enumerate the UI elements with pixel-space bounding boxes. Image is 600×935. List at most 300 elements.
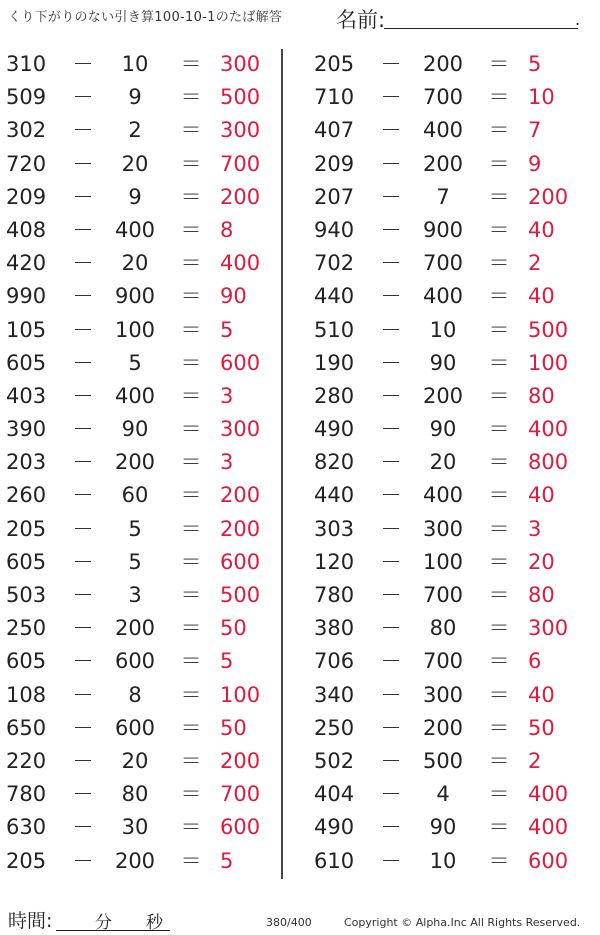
problem-row	[314, 347, 584, 380]
minus-sign: －	[380, 217, 402, 242]
problem-row	[6, 479, 276, 512]
minus-sign: －	[380, 748, 402, 773]
subtrahend: 300	[422, 516, 464, 541]
minus-sign: －	[72, 682, 94, 707]
answer: 40	[528, 483, 555, 508]
answer: 300	[220, 417, 261, 442]
problem-row	[314, 413, 584, 446]
answer: 3	[220, 383, 234, 408]
problem-row	[6, 114, 276, 147]
answer: 5	[220, 848, 234, 873]
minuend: 205	[314, 52, 355, 76]
answer: 90	[220, 284, 247, 309]
problem-row	[314, 81, 584, 114]
copyright: Copyright © Alpha.Inc All Rights Reserved.	[344, 916, 581, 929]
left-problem-column	[6, 48, 276, 878]
minus-sign: －	[380, 516, 402, 541]
minus-sign: －	[380, 383, 402, 408]
minus-sign: －	[380, 317, 402, 342]
subtrahend: 700	[422, 85, 464, 110]
minus-sign: －	[72, 483, 94, 508]
subtrahend: 400	[422, 118, 464, 143]
minus-sign: －	[380, 184, 402, 209]
problem-row	[6, 81, 276, 114]
answer: 200	[220, 516, 261, 541]
subtrahend: 80	[121, 782, 149, 807]
minutes-label: 分	[95, 913, 112, 933]
equals-sign: ＝	[180, 782, 202, 807]
minus-sign: －	[380, 450, 402, 475]
answer: 50	[528, 715, 555, 740]
minus-sign: －	[72, 118, 94, 143]
problem-row	[6, 247, 276, 280]
equals-sign: ＝	[488, 616, 510, 641]
minus-sign: －	[380, 350, 402, 375]
answer: 400	[528, 815, 569, 840]
answer: 600	[220, 350, 261, 375]
name-dot: .	[575, 10, 581, 29]
problem-row	[314, 148, 584, 181]
answer: 5	[220, 649, 234, 674]
minus-sign: －	[72, 516, 94, 541]
answer: 400	[528, 417, 569, 442]
minuend: 706	[314, 649, 355, 674]
subtrahend: 400	[422, 284, 464, 309]
name-line	[384, 28, 578, 29]
minus-sign: －	[380, 616, 402, 641]
problem-row	[6, 513, 276, 546]
equals-sign: ＝	[488, 782, 510, 807]
subtrahend: 3	[128, 583, 142, 607]
minus-sign: －	[380, 782, 402, 807]
equals-sign: ＝	[180, 616, 202, 641]
minus-sign: －	[72, 383, 94, 408]
subtrahend: 2	[128, 118, 142, 143]
equals-sign: ＝	[488, 85, 510, 110]
answer: 9	[528, 151, 542, 176]
answer: 600	[528, 848, 569, 873]
seconds-label: 秒	[146, 913, 163, 933]
minuend: 630	[6, 815, 47, 840]
minus-sign: －	[72, 715, 94, 740]
minus-sign: －	[72, 284, 94, 309]
equals-sign: ＝	[488, 52, 510, 76]
minuend: 510	[314, 317, 355, 342]
equals-sign: ＝	[488, 118, 510, 143]
minuend: 260	[6, 483, 47, 508]
equals-sign: ＝	[180, 251, 202, 276]
equals-sign: ＝	[488, 549, 510, 574]
minuend: 610	[314, 848, 355, 873]
answer: 700	[220, 151, 261, 176]
minus-sign: －	[72, 450, 94, 475]
minuend: 380	[314, 616, 355, 641]
minuend: 940	[314, 217, 355, 242]
minus-sign: －	[72, 848, 94, 873]
subtrahend: 300	[422, 682, 464, 707]
answer: 300	[220, 118, 261, 143]
minuend: 720	[6, 151, 47, 176]
subtrahend: 5	[128, 350, 142, 375]
minus-sign: －	[72, 417, 94, 442]
minuend: 650	[6, 715, 47, 740]
subtrahend: 10	[429, 848, 457, 873]
problem-row	[314, 546, 584, 579]
equals-sign: ＝	[180, 151, 202, 176]
problem-row	[314, 612, 584, 645]
minus-sign: －	[380, 52, 402, 76]
minus-sign: －	[72, 317, 94, 342]
minuend: 190	[314, 350, 355, 375]
subtrahend: 200	[114, 450, 156, 475]
equals-sign: ＝	[488, 217, 510, 242]
problem-row	[6, 612, 276, 645]
minus-sign: －	[72, 52, 94, 76]
minus-sign: －	[72, 549, 94, 574]
answer: 2	[528, 251, 542, 276]
equals-sign: ＝	[488, 350, 510, 375]
answer: 5	[220, 317, 234, 342]
problem-row	[6, 712, 276, 745]
equals-sign: ＝	[180, 350, 202, 375]
minuend: 105	[6, 317, 47, 342]
answer: 200	[220, 748, 261, 773]
minuend: 702	[314, 251, 355, 276]
subtrahend: 20	[121, 748, 149, 773]
subtrahend: 4	[436, 782, 450, 807]
equals-sign: ＝	[488, 748, 510, 773]
answer: 8	[220, 217, 234, 242]
problem-row	[314, 48, 584, 81]
minuend: 407	[314, 118, 355, 143]
equals-sign: ＝	[488, 583, 510, 607]
problem-row	[6, 181, 276, 214]
problem-row	[6, 845, 276, 878]
subtrahend: 200	[422, 383, 464, 408]
minuend: 207	[314, 184, 355, 209]
equals-sign: ＝	[488, 417, 510, 442]
problem-row	[6, 778, 276, 811]
answer: 10	[528, 85, 555, 110]
worksheet-title: くり下がりのない引き算100-10-1のたば解答	[8, 10, 283, 25]
problem-row	[6, 546, 276, 579]
equals-sign: ＝	[180, 516, 202, 541]
minus-sign: －	[72, 815, 94, 840]
answer: 7	[528, 118, 542, 143]
subtrahend: 200	[114, 848, 156, 873]
minuend: 205	[6, 516, 47, 541]
minus-sign: －	[380, 583, 402, 607]
minuend: 250	[6, 616, 47, 641]
subtrahend: 100	[422, 549, 464, 574]
minus-sign: －	[380, 251, 402, 276]
subtrahend: 400	[114, 383, 156, 408]
minus-sign: －	[72, 217, 94, 242]
problem-row	[314, 479, 584, 512]
minuend: 209	[314, 151, 355, 176]
subtrahend: 90	[121, 417, 149, 442]
subtrahend: 10	[429, 317, 457, 342]
subtrahend: 200	[114, 616, 156, 641]
subtrahend: 90	[429, 350, 457, 375]
subtrahend: 100	[114, 317, 156, 342]
answer: 40	[528, 217, 555, 242]
problem-row	[6, 413, 276, 446]
answer: 300	[220, 52, 261, 76]
minuend: 509	[6, 85, 47, 110]
subtrahend: 60	[121, 483, 149, 508]
problem-row	[314, 679, 584, 712]
time-label: 時間:	[8, 910, 53, 932]
minuend: 503	[6, 583, 47, 607]
answer: 500	[528, 317, 569, 342]
subtrahend: 5	[128, 549, 142, 574]
minus-sign: －	[380, 549, 402, 574]
problem-row	[6, 314, 276, 347]
answer: 100	[528, 350, 569, 375]
page-number: 380/400	[266, 916, 312, 929]
answer: 500	[220, 85, 261, 110]
minuend: 605	[6, 549, 47, 574]
equals-sign: ＝	[180, 848, 202, 873]
answer: 80	[528, 383, 555, 408]
minuend: 440	[314, 284, 355, 309]
answer: 400	[220, 251, 261, 276]
equals-sign: ＝	[180, 715, 202, 740]
minus-sign: －	[72, 350, 94, 375]
equals-sign: ＝	[488, 251, 510, 276]
minus-sign: －	[72, 251, 94, 276]
equals-sign: ＝	[180, 383, 202, 408]
minus-sign: －	[72, 748, 94, 773]
minus-sign: －	[380, 682, 402, 707]
subtrahend: 700	[422, 649, 464, 674]
subtrahend: 5	[128, 516, 142, 541]
column-divider	[281, 49, 283, 879]
equals-sign: ＝	[488, 317, 510, 342]
equals-sign: ＝	[180, 417, 202, 442]
subtrahend: 10	[121, 52, 149, 76]
minus-sign: －	[380, 284, 402, 309]
subtrahend: 700	[422, 251, 464, 276]
minus-sign: －	[380, 85, 402, 110]
minuend: 440	[314, 483, 355, 508]
subtrahend: 900	[422, 217, 464, 242]
answer: 700	[220, 782, 261, 807]
minuend: 209	[6, 184, 47, 209]
subtrahend: 30	[121, 815, 149, 840]
answer: 50	[220, 715, 247, 740]
equals-sign: ＝	[488, 284, 510, 309]
equals-sign: ＝	[488, 815, 510, 840]
problem-row	[6, 745, 276, 778]
answer: 200	[220, 483, 261, 508]
minuend: 990	[6, 284, 47, 309]
equals-sign: ＝	[180, 682, 202, 707]
minuend: 303	[314, 516, 355, 541]
name-label: 名前:	[336, 8, 386, 32]
minus-sign: －	[380, 848, 402, 873]
minus-sign: －	[72, 782, 94, 807]
equals-sign: ＝	[180, 549, 202, 574]
equals-sign: ＝	[180, 583, 202, 607]
minuend: 404	[314, 782, 355, 807]
minuend: 605	[6, 350, 47, 375]
equals-sign: ＝	[488, 483, 510, 508]
equals-sign: ＝	[180, 52, 202, 76]
minuend: 408	[6, 217, 47, 242]
subtrahend: 20	[121, 251, 149, 276]
minus-sign: －	[380, 118, 402, 143]
problem-row	[314, 214, 584, 247]
subtrahend: 8	[128, 682, 142, 707]
problem-row	[314, 712, 584, 745]
minus-sign: －	[72, 85, 94, 110]
problem-row	[6, 679, 276, 712]
problem-row	[6, 446, 276, 479]
equals-sign: ＝	[488, 715, 510, 740]
answer: 50	[220, 616, 247, 641]
problem-row	[314, 314, 584, 347]
minuend: 502	[314, 748, 355, 773]
problem-row	[314, 645, 584, 678]
answer: 3	[528, 516, 542, 541]
minus-sign: －	[380, 649, 402, 674]
minus-sign: －	[72, 151, 94, 176]
minuend: 420	[6, 251, 47, 276]
equals-sign: ＝	[488, 682, 510, 707]
subtrahend: 400	[114, 217, 156, 242]
minuend: 390	[6, 417, 47, 442]
minuend: 820	[314, 450, 355, 475]
problem-row	[6, 579, 276, 612]
minuend: 710	[314, 85, 355, 110]
equals-sign: ＝	[180, 649, 202, 674]
answer: 5	[528, 52, 542, 76]
equals-sign: ＝	[180, 284, 202, 309]
problem-row	[314, 280, 584, 313]
minuend: 780	[6, 782, 47, 807]
answer: 200	[220, 184, 261, 209]
problem-row	[314, 380, 584, 413]
minuend: 280	[314, 383, 355, 408]
answer: 600	[220, 549, 261, 574]
problem-row	[314, 247, 584, 280]
equals-sign: ＝	[180, 85, 202, 110]
subtrahend: 200	[422, 151, 464, 176]
subtrahend: 90	[429, 417, 457, 442]
answer: 6	[528, 649, 542, 674]
equals-sign: ＝	[180, 748, 202, 773]
minuend: 203	[6, 450, 47, 475]
problem-row	[6, 380, 276, 413]
minuend: 108	[6, 682, 47, 707]
answer: 300	[528, 616, 569, 641]
right-problem-column	[314, 48, 584, 878]
problem-row	[6, 347, 276, 380]
equals-sign: ＝	[488, 450, 510, 475]
answer: 80	[528, 583, 555, 607]
problem-row	[314, 579, 584, 612]
equals-sign: ＝	[488, 184, 510, 209]
answer: 200	[528, 184, 569, 209]
minus-sign: －	[380, 815, 402, 840]
problem-row	[6, 280, 276, 313]
equals-sign: ＝	[180, 483, 202, 508]
minus-sign: －	[380, 715, 402, 740]
answer: 40	[528, 682, 555, 707]
equals-sign: ＝	[488, 516, 510, 541]
minuend: 250	[314, 715, 355, 740]
minuend: 340	[314, 682, 355, 707]
subtrahend: 400	[422, 483, 464, 508]
problem-row	[314, 181, 584, 214]
minuend: 403	[6, 383, 47, 408]
answer: 500	[220, 583, 261, 607]
answer: 600	[220, 815, 261, 840]
minus-sign: －	[380, 417, 402, 442]
answer: 400	[528, 782, 569, 807]
minuend: 120	[314, 549, 355, 574]
problem-row	[314, 513, 584, 546]
problem-row	[6, 645, 276, 678]
minuend: 205	[6, 848, 47, 873]
minus-sign: －	[72, 616, 94, 641]
subtrahend: 20	[121, 151, 149, 176]
problem-row	[314, 845, 584, 878]
equals-sign: ＝	[180, 450, 202, 475]
answer: 2	[528, 748, 542, 773]
minuend: 220	[6, 748, 47, 773]
problem-row	[314, 446, 584, 479]
minus-sign: －	[380, 151, 402, 176]
equals-sign: ＝	[180, 217, 202, 242]
equals-sign: ＝	[488, 649, 510, 674]
subtrahend: 700	[422, 583, 464, 607]
answer: 800	[528, 450, 569, 475]
minuend: 490	[314, 417, 355, 442]
subtrahend: 500	[422, 748, 464, 773]
minus-sign: －	[380, 483, 402, 508]
minuend: 605	[6, 649, 47, 674]
equals-sign: ＝	[180, 184, 202, 209]
problem-row	[314, 778, 584, 811]
subtrahend: 80	[429, 616, 457, 641]
problem-row	[314, 811, 584, 844]
subtrahend: 20	[429, 450, 457, 475]
equals-sign: ＝	[180, 317, 202, 342]
minus-sign: －	[72, 649, 94, 674]
problem-row	[6, 148, 276, 181]
subtrahend: 900	[114, 284, 156, 309]
problem-row	[6, 811, 276, 844]
minuend: 302	[6, 118, 47, 143]
answer: 3	[220, 450, 234, 475]
subtrahend: 600	[114, 715, 156, 740]
subtrahend: 200	[422, 715, 464, 740]
minus-sign: －	[72, 583, 94, 607]
subtrahend: 7	[436, 184, 450, 209]
problem-row	[6, 48, 276, 81]
problem-row	[6, 214, 276, 247]
subtrahend: 200	[422, 52, 464, 76]
minuend: 780	[314, 583, 355, 607]
subtrahend: 600	[114, 649, 156, 674]
equals-sign: ＝	[180, 815, 202, 840]
answer: 40	[528, 284, 555, 309]
subtrahend: 9	[128, 184, 142, 209]
subtrahend: 9	[128, 85, 142, 110]
